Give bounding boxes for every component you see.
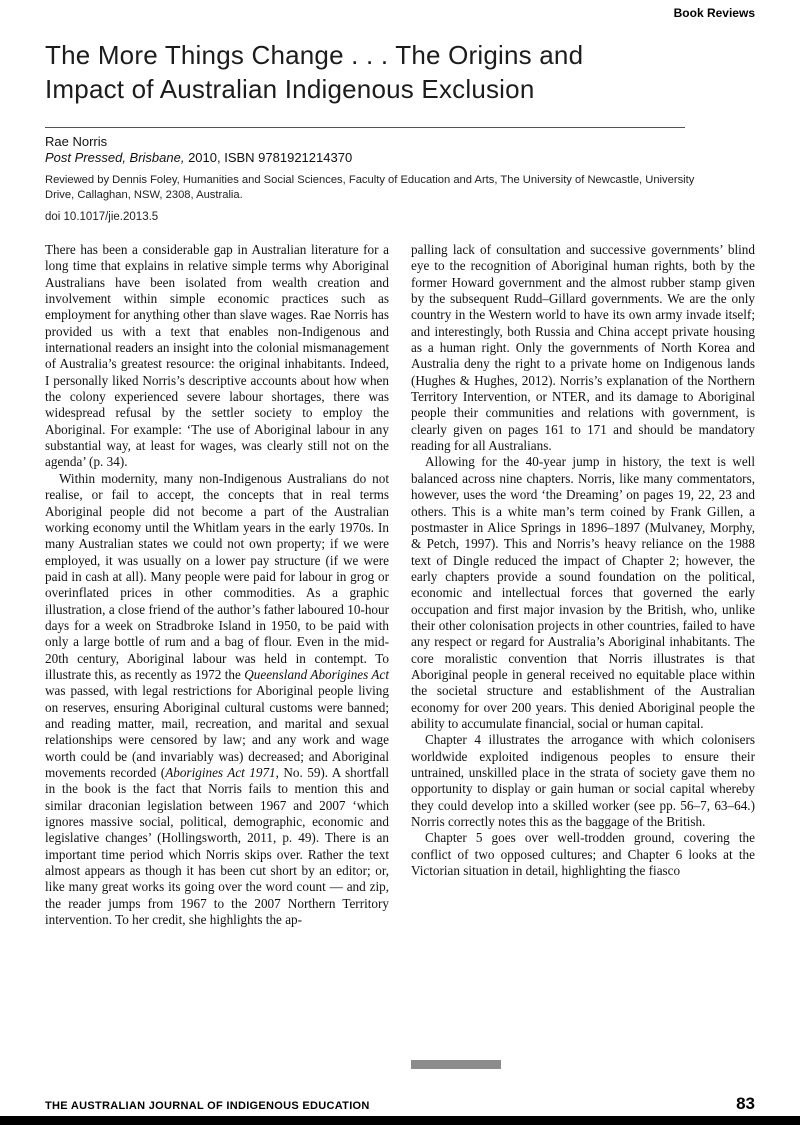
paragraph [45,242,389,471]
doi-text: doi 10.1017/jie.2013.5 [45,211,159,223]
text-run: There has been a considerable gap in Australian literature for a long time that explains in relative simple terms why Aboriginal Australians have been isolated from wealth creation and involvement within simple economic practices such as employment for anything other than slave wages. Rae Norris has provided us with a text that enables non-Indigenous and international readers an insight into the colonial mismanagement of Australia’s greatest resource: the original inhabitants. Indeed, I personally liked Norris’s descriptive accounts about how when the colony experienced severe labour shortages, there was widespread refusal by the settler society to employ the Aboriginal. For example: ‘The use of Aboriginal labour in any substantial way, at least for wages, was clearly still not on the agenda’ (p. 34). [45,242,389,470]
page-footer [45,1094,755,1114]
article-title-line-2: Impact of Australian Indigenous Exclusion [45,74,535,104]
page-number: 83 [736,1094,755,1113]
paragraph [45,471,389,929]
italic-text-run: Aborigines Act 1971 [165,765,276,780]
paragraph [411,242,755,454]
text-run: Chapter 4 illustrates the arrogance with which colonisers worldwide exploited indigenous peoples to ensure their untrained, unskilled place in the strata of society gave them no opportunity to display or gain human or social capital whereby they could develop into a skilled worker (see pp. 56–7, 63–64.) Norris correctly notes this as the baggage of the British. [411,732,755,830]
text-run: , No. 59). A shortfall in the book is the fact that Norris fails to mention this and similar draconian legislation between 1967 and 2007 ‘which ignores massive social, political, demographic, economic and legislative changes’ (Hollingsworth, 2011, p. 49). There is an important time period which Norris skips over. Rather the text almost appears as though it has been cut short by an editor; or, like many great works its going over the word count — and zip, the reader jumps from 1967 to the 2007 Northern Territory intervention. To her credit, she highlights the ap- [45,765,389,928]
text-run: Within modernity, many non-Indigenous Australians do not realise, or fail to accept, the concepts that in real terms Aboriginal people did not become a part of the Australian working economy until the Whitlam years in the early 1970s. In many Australian states we could not own property; if we were employed, it was usually on a lower pay structure (if we were paid in cash at all). Many people were paid for labour in grog or overinflated prices in other commodities. As a graphic illustration, a close friend of the author’s father laboured 10-hour days for a week on Stradbroke Island in 1950, to be paid with only a large bottle of rum and a bag of flour. Even in the mid-20th century, Aboriginal labour was held in contempt. To illustrate this, as recently as 1972 the [45,470,389,682]
publisher-name: Post Pressed, Brisbane, [45,150,185,165]
title-divider-rule [45,127,685,128]
reviewer-byline: Reviewed by Dennis Foley, Humanities and Social Sciences, Faculty of Education and Arts, The University of Newcastle, University Drive, Callaghan, NSW, 2308, Australia. [45,174,695,201]
end-of-article-bar [411,1060,501,1069]
article-body [45,242,755,928]
article-meta [45,134,735,223]
text-run: palling lack of consultation and successive governments’ blind eye to the recognition of Aboriginal human rights, both by the former Howard government and the almost rubber stamp given by the subsequent Rudd–Gillard governments. We are the only country in the Western world to have its own army invade itself; and interestingly, both Russia and China accept private housing as a human right. Only the governments of North Korea and Australia deny the right to a private home on Indigenous lands (Hughes & Hughes, 2012). Norris’s explanation of the Northern Territory Intervention, or NTER, and its damage to Aboriginal people their communities and relations with government, is clearly given on pages 161 to 171 and should be mandatory reading for all Australians. [411,242,755,454]
right-column [411,242,755,928]
journal-name: THE AUSTRALIAN JOURNAL OF INDIGENOUS EDUCATION [45,1100,370,1112]
left-column [45,242,389,928]
paragraph [411,454,755,732]
isbn-text: 2010, ISBN 9781921214370 [184,150,353,165]
italic-text-run: Queensland Aborigines Act [244,666,390,682]
article-title-line-1: The More Things Change . . . The Origins and [45,40,584,70]
book-imprint [45,150,735,166]
book-author: Rae Norris [45,134,108,149]
text-run: Allowing for the 40-year jump in history, the text is well balanced across nine chapters. Norris, like many commentators, however, uses the word ‘the Dreaming’ on pages 19, 22, 23 and others. This is a white man’s term coined by Frank Gillen, a postmaster in Alice Springs in 1896–1897 (Mulvaney, Morphy, & Petch, 1997). This and Norris’s heavy reliance on the 1988 text of Dingle reduced the impact of Chapter 2; however, the early chapters provide a sound foundation on the political, economic and intellectual forces that governed the early occupation and first major invasion by the British, who, unlike their other colonisation projects in other countries, failed to have any respect or regard for Australia’s Aboriginal inhabitants. The core moralistic convention that Norris illustrates is that Aboriginal people in general received no equitable place within the societal structure and establishment of the Australian economy for over 200 years. This denied Aboriginal people the ability to accumulate financial, social or human capital. [411,454,755,731]
running-head: Book Reviews [673,6,755,20]
text-run: was passed, with legal restrictions for Aboriginal people living on reserves, ensuring Aboriginal cultural customs were banned; and reading matter, mail, recreation, and marital and sexual relationships were censored by law; and any work and wage worth could be (and invariably was) decreased; and Aboriginal movements recorded ( [45,683,389,780]
footer-black-bar [0,1116,800,1125]
paragraph [411,830,755,879]
paragraph [411,732,755,830]
article-title [45,38,725,106]
text-run: Chapter 5 goes over well-trodden ground, covering the conflict of two opposed cultures; and Chapter 6 looks at the Victorian situation in detail, highlighting the fiasco [411,830,755,879]
